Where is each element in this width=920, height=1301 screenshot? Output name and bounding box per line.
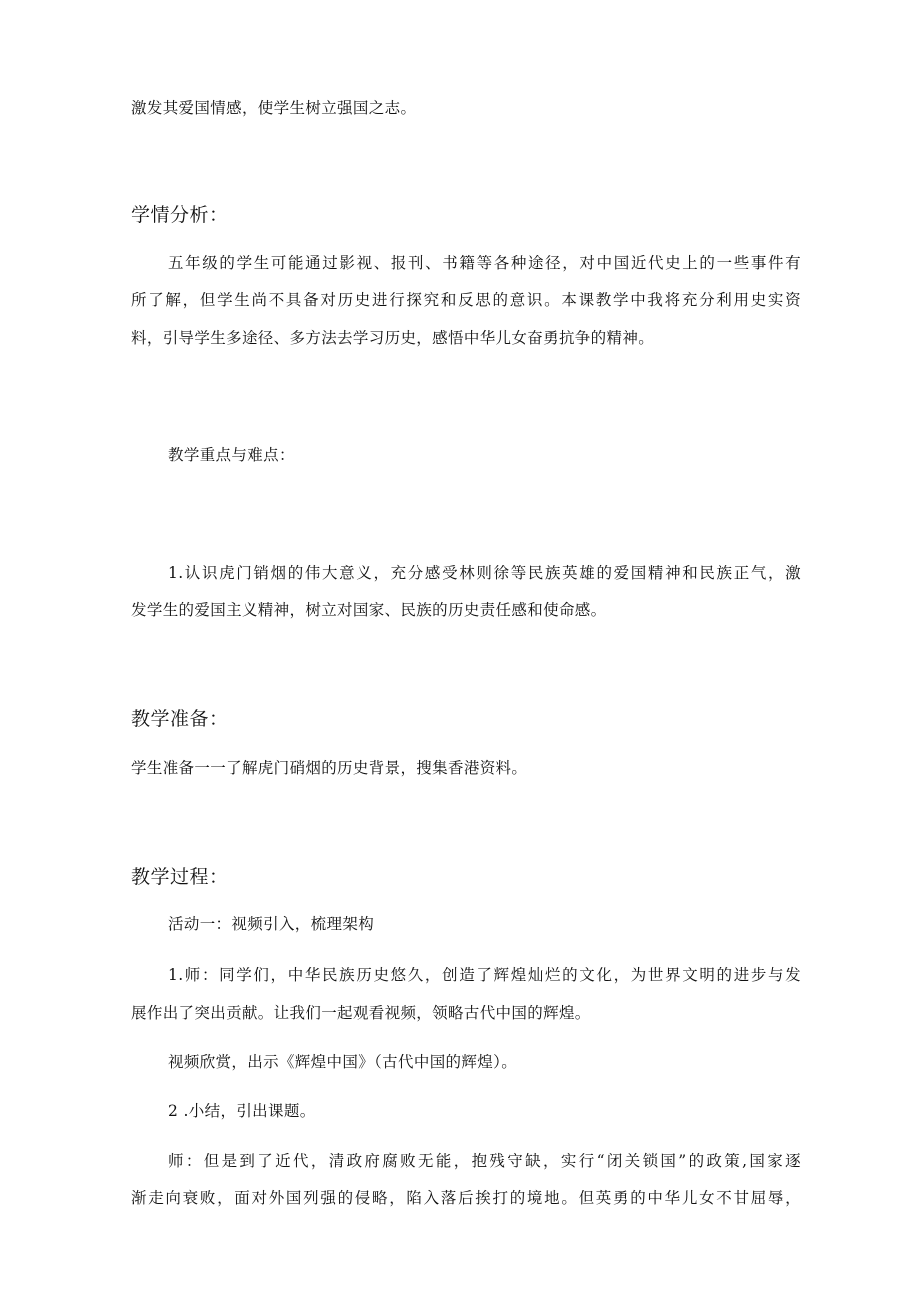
- step2-line: 2 .小结，引出课题。: [168, 1102, 316, 1120]
- process-heading: 教学过程：: [131, 866, 229, 888]
- key-points-line-2: 发学生的爱国主义精神，树立对国家、民族的历史责任感和使命感。: [131, 601, 607, 619]
- step1-line-2: 展作出了突出贡献。让我们一起观看视频，领略古代中国的辉煌。: [131, 1004, 591, 1022]
- key-points-heading: 教学重点与难点：: [168, 446, 295, 464]
- student-analysis-line-2: 所了解，但学生尚不具备对历史进行探究和反思的意识。本课教学中我将充分利用史实资: [131, 291, 801, 309]
- student-analysis-line-3: 料，引导学生多途径、多方法去学习历史，感悟中华儿女奋勇抗争的精神。: [131, 329, 655, 347]
- intro-line: 激发其爱国情感，使学生树立强国之志。: [131, 99, 417, 117]
- preparation-line: 学生准备一一了解虎门硝烟的历史背景，搜集香港资料。: [131, 759, 528, 777]
- video-line: 视频欣赏，出示《辉煌中国》（古代中国的辉煌）。: [168, 1053, 518, 1071]
- student-analysis-heading: 学情分析：: [131, 204, 229, 226]
- teacher-line-2: 渐走向衰败，面对外国列强的侵略，陷入落后挨打的境地。但英勇的中华儿女不甘屈辱，: [131, 1189, 801, 1207]
- preparation-heading: 教学准备：: [131, 708, 229, 730]
- activity-title: 活动一：视频引入，梳理架构: [168, 915, 375, 933]
- key-points-line-1: 1.认识虎门销烟的伟大意义，充分感受林则徐等民族英雄的爱国精神和民族正气，激: [168, 564, 801, 582]
- step1-line-1: 1.师：同学们，中华民族历史悠久，创造了辉煌灿烂的文化，为世界文明的进步与发: [168, 966, 801, 984]
- student-analysis-line-1: 五年级的学生可能通过影视、报刊、书籍等各种途径，对中国近代史上的一些事件有: [168, 254, 801, 272]
- teacher-line-1: 师：但是到了近代，清政府腐败无能，抱残守缺，实行“闭关锁国”的政策,国家逐: [168, 1152, 801, 1170]
